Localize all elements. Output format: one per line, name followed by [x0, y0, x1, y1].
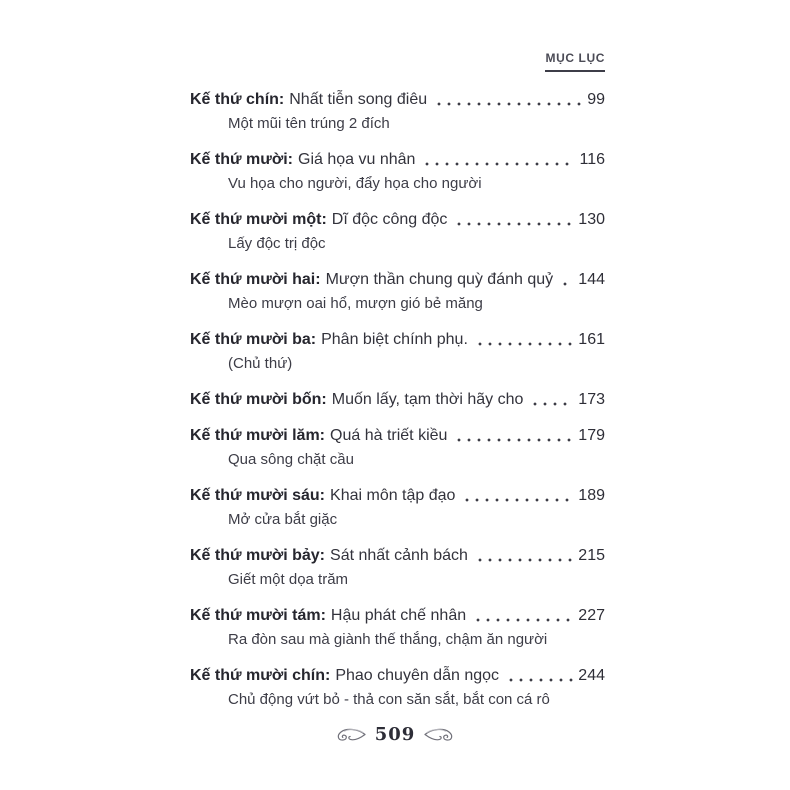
entry-subtitle: Vu họa cho người, đẩy họa cho người [228, 175, 482, 192]
entry-page-number: 179 [578, 427, 605, 444]
entry-label: Kế thứ mười chín: [190, 667, 331, 684]
toc-entry [190, 328, 605, 375]
entry-page-number: 227 [578, 607, 605, 624]
entry-page-number: 99 [587, 91, 605, 108]
toc-entry [190, 388, 605, 411]
entry-page-number: 116 [579, 151, 605, 168]
dot-leader [530, 388, 573, 411]
entry-title: Giá họa vu nhân [298, 151, 416, 168]
entry-title: Dĩ độc công độc [331, 211, 448, 228]
entry-title: Muốn lấy, tạm thời hãy cho [331, 391, 524, 408]
folio-page-number: 509 [374, 724, 416, 745]
dot-leader [454, 208, 573, 231]
toc-entry-line [190, 664, 605, 687]
page-footer [0, 724, 790, 746]
entry-title: Quá hà triết kiều [330, 427, 448, 444]
flourish-left-icon [332, 726, 366, 744]
entry-label: Kế thứ mười bốn: [190, 391, 327, 408]
toc-entry [190, 544, 605, 591]
entry-page-number: 161 [578, 331, 605, 348]
entry-page-number: 130 [578, 211, 605, 228]
dot-leader [506, 664, 573, 687]
toc-list [190, 88, 605, 724]
entry-label: Kế thứ mười bảy: [190, 547, 326, 564]
toc-entry [190, 208, 605, 255]
entry-page-number: 215 [578, 547, 605, 564]
entry-subtitle: Chủ động vứt bỏ - thả con săn sắt, bắt con cá rô [228, 691, 550, 708]
entry-subtitle: (Chủ thứ) [228, 355, 293, 372]
entry-title: Nhất tiễn song điêu [289, 91, 428, 108]
entry-title: Khai môn tập đạo [330, 487, 456, 504]
toc-entry-line [190, 604, 605, 627]
entry-page-number: 144 [578, 271, 605, 288]
entry-page-number: 173 [578, 391, 605, 408]
toc-entry-line [190, 544, 605, 567]
entry-page-number: 244 [578, 667, 605, 684]
entry-label: Kế thứ mười lăm: [190, 427, 326, 444]
entry-subtitle: Ra đòn sau mà giành thế thắng, chậm ăn người [228, 631, 548, 648]
toc-entry-line [190, 208, 605, 231]
toc-entry [190, 664, 605, 711]
entry-subtitle: Mở cửa bắt giặc [228, 511, 338, 528]
dot-leader [434, 88, 582, 111]
toc-entry [190, 604, 605, 651]
toc-entry [190, 484, 605, 531]
toc-entry-line [190, 424, 605, 447]
entry-subtitle: Mèo mượn oai hổ, mượn gió bẻ măng [228, 295, 483, 312]
entry-subtitle: Một mũi tên trúng 2 đích [228, 115, 390, 132]
running-header: MỤC LỤC [545, 51, 605, 72]
toc-entry-line [190, 388, 605, 411]
toc-entry-line [190, 148, 605, 171]
entry-subtitle: Qua sông chặt cầu [228, 451, 354, 468]
dot-leader [473, 604, 573, 627]
entry-title: Phao chuyên dẫn ngọc [335, 667, 500, 684]
entry-page-number: 189 [578, 487, 605, 504]
entry-title: Mượn thần chung quỳ đánh quỷ [325, 271, 554, 288]
entry-title: Hậu phát chế nhân [330, 607, 467, 624]
dot-leader [462, 484, 573, 507]
entry-label: Kế thứ mười ba: [190, 331, 317, 348]
entry-subtitle: Lấy độc trị độc [228, 235, 326, 252]
entry-label: Kế thứ mười sáu: [190, 487, 326, 504]
toc-entry [190, 148, 605, 195]
entry-subtitle: Giết một dọa trăm [228, 571, 349, 588]
toc-entry-line [190, 484, 605, 507]
entry-title: Phân biệt chính phụ. [321, 331, 468, 348]
dot-leader [560, 268, 573, 291]
entry-label: Kế thứ chín: [190, 91, 285, 108]
entry-title: Sát nhất cảnh bách [330, 547, 468, 564]
dot-leader [454, 424, 573, 447]
toc-entry [190, 424, 605, 471]
toc-entry [190, 268, 605, 315]
entry-label: Kế thứ mười: [190, 151, 293, 168]
entry-label: Kế thứ mười hai: [190, 271, 321, 288]
toc-entry-line [190, 88, 605, 111]
toc-entry [190, 88, 605, 135]
dot-leader [475, 328, 573, 351]
dot-leader [475, 544, 573, 567]
flourish-right-icon [424, 726, 458, 744]
toc-entry-line [190, 268, 605, 291]
dot-leader [422, 148, 574, 171]
entry-label: Kế thứ mười tám: [190, 607, 326, 624]
toc-entry-line [190, 328, 605, 351]
entry-label: Kế thứ mười một: [190, 211, 327, 228]
